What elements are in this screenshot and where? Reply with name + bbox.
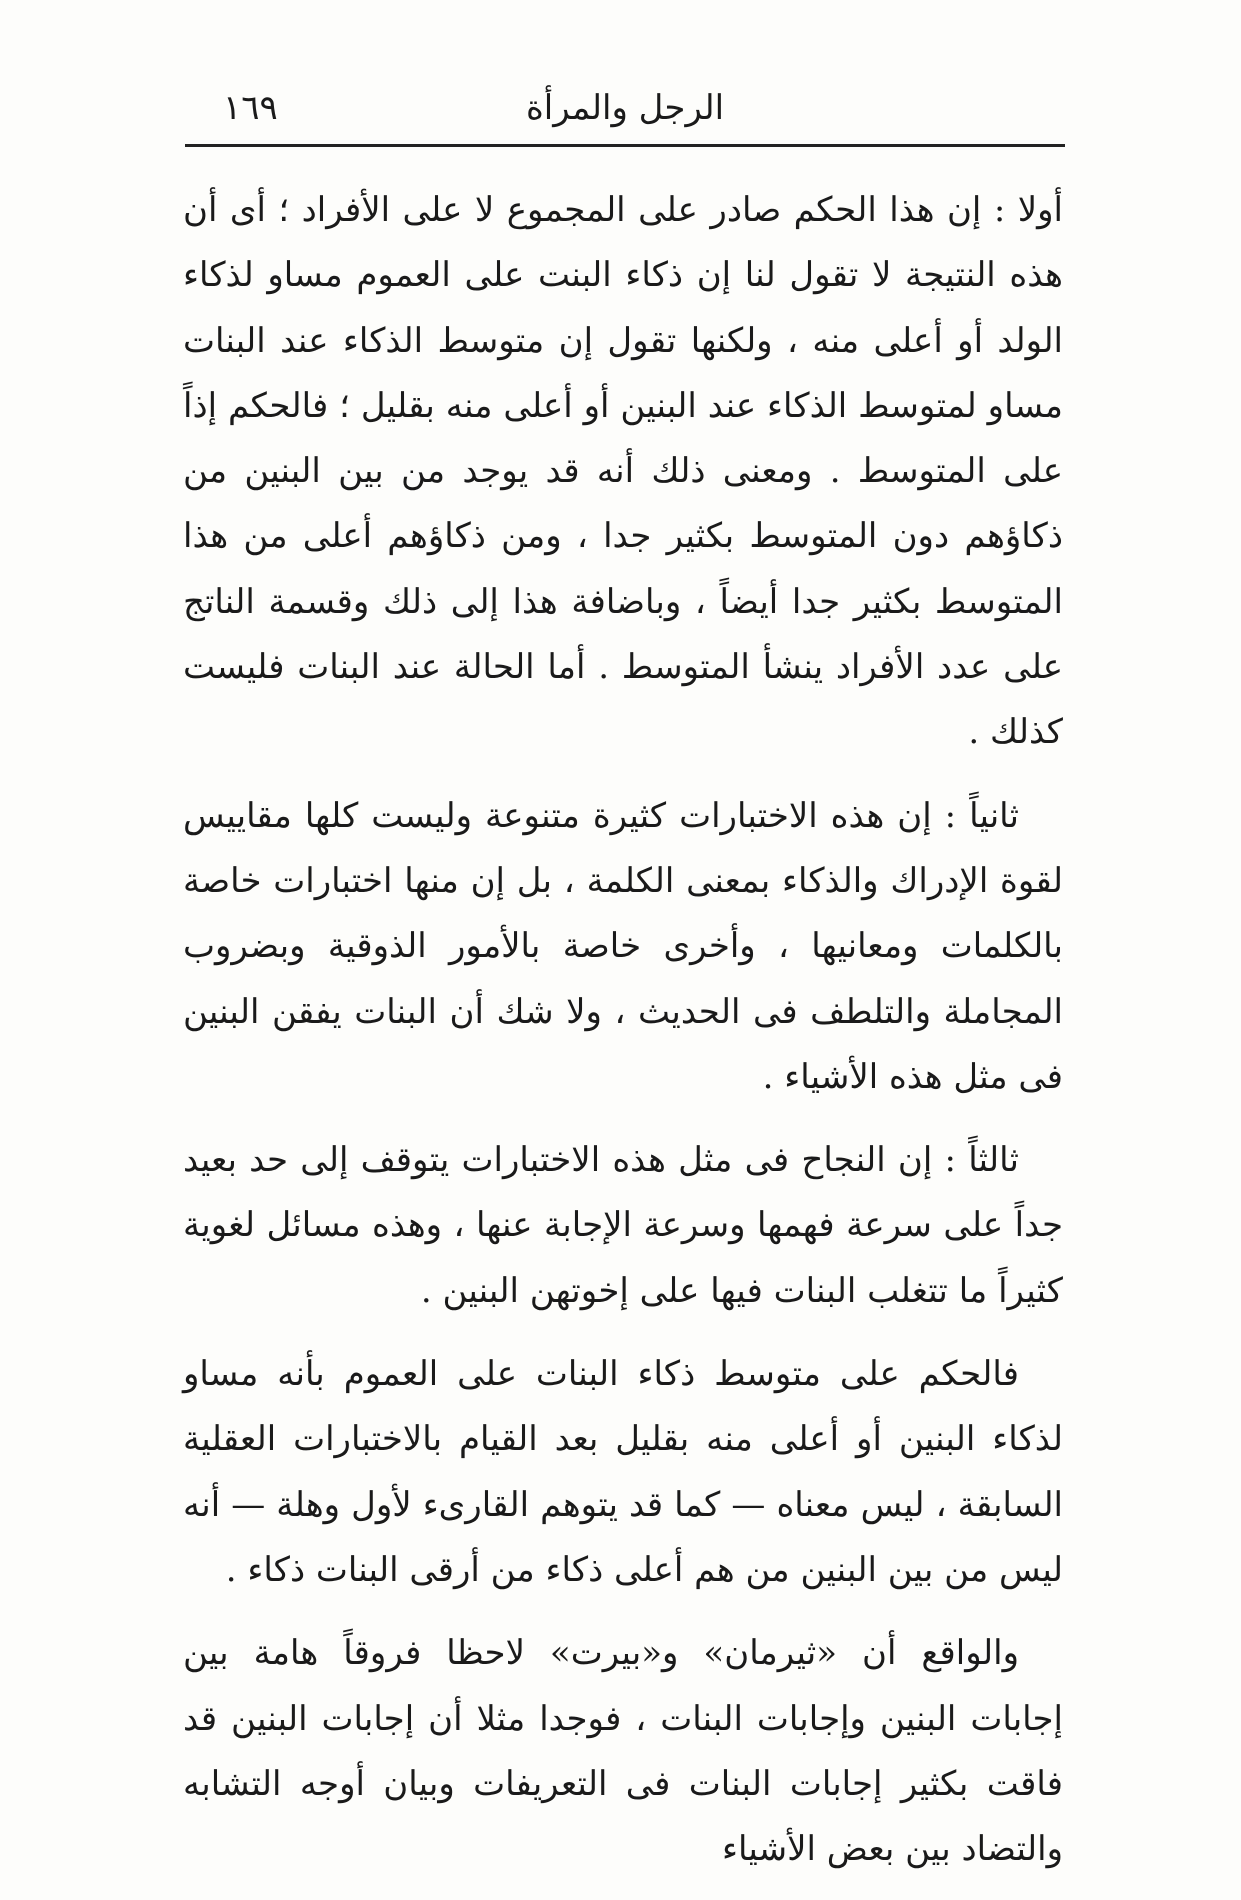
page-number: ١٦٩ xyxy=(223,88,278,128)
page-header xyxy=(185,88,1065,148)
running-title: الرجل والمرأة xyxy=(525,88,725,128)
paragraph-first: أولا : إن هذا الحكم صادر على المجموع لا على الأفراد ؛ أى أن هذه النتيجة لا تقول لنا إن ذكاء البنت على العموم مساو لذكاء الولد أو أعلى منه ، ولكنها تقول إن متوسط الذكاء عند البنات مساو لمتوسط الذكاء عند البنين أو أعلى منه بقليل ؛ فالحكم إذاً على المتوسط . ومعنى ذلك أنه قد يوجد من بين البنين من ذكاؤهم دون المتوسط بكثير جدا ، ومن ذكاؤهم أعلى من هذا المتوسط بكثير جدا أيضاً ، وباضافة هذا إلى ذلك وقسمة الناتج على عدد الأفراد ينشأ المتوسط . أما الحالة عند البنات فليست كذلك . xyxy=(183,190,1063,753)
paragraph-second: ثانياً : إن هذه الاختبارات كثيرة متنوعة وليست كلها مقاييس لقوة الإدراك والذكاء بمعنى الكلمة ، بل إن منها اختبارات خاصة بالكلمات ومعانيها ، وأخرى خاصة بالأمور الذوقية وبضروب المجاملة والتلطف فى الحديث ، ولا شك أن البنات يفقن البنين فى مثل هذه الأشياء . xyxy=(183,795,1063,1097)
paragraph-fifth: والواقع أن «ثيرمان» و«بيرت» لاحظا فروقاً هامة بين إجابات البنين وإجابات البنات ، فوجدا مثلا أن إجابات البنين قد فاقت بكثير إجابات البنات فى التعريفات وبيان أوجه التشابه والتضاد بين بعض الأشياء xyxy=(183,1633,1063,1870)
paragraph-third: ثالثاً : إن النجاح فى مثل هذه الاختبارات يتوقف إلى حد بعيد جداً على سرعة فهمها وسرعة الإجابة عنها ، وهذه مسائل لغوية كثيراً ما تتغلب البنات فيها على إخوتهن البنين . xyxy=(183,1140,1063,1311)
paragraph-fourth: فالحكم على متوسط ذكاء البنات على العموم بأنه مساو لذكاء البنين أو أعلى منه بقليل بعد القيام بالاختبارات العقلية السابقة ، ليس معناه — كما قد يتوهم القارىء لأول وهلة — أنه ليس من بين البنين من هم أعلى ذكاء من أرقى البنات ذكاء . xyxy=(183,1354,1063,1590)
page-body xyxy=(183,178,1063,1900)
header-rule xyxy=(185,144,1065,147)
